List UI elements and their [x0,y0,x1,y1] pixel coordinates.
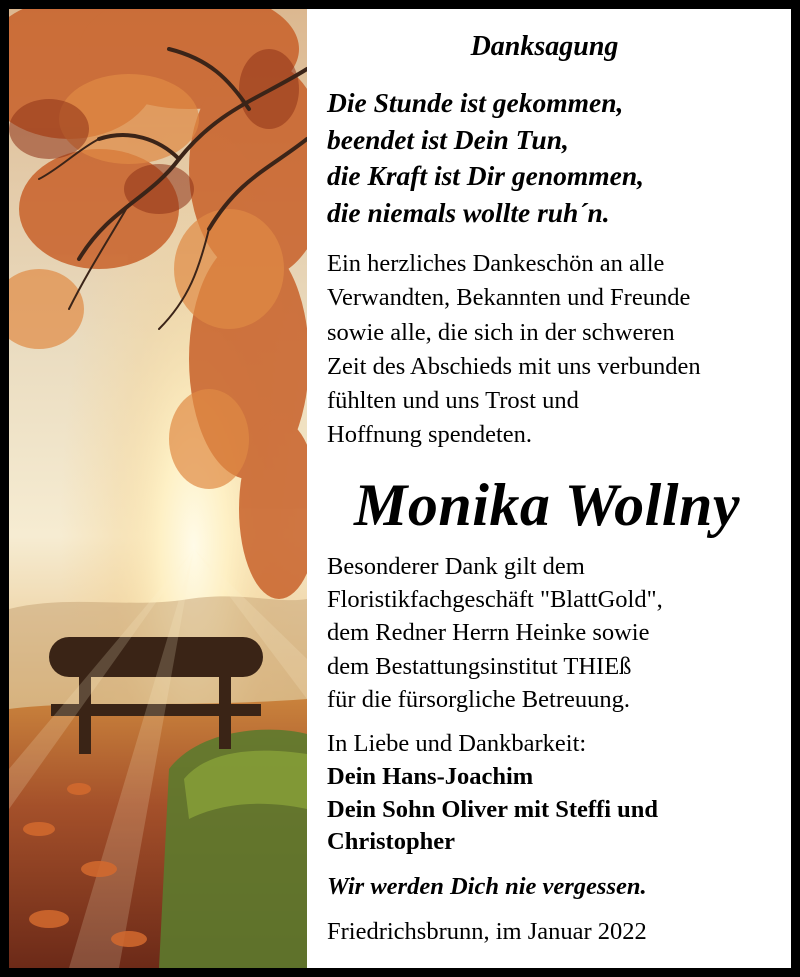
special-thanks-line: dem Redner Herrn Heinke sowie [327,619,650,647]
thanks-line: Verwandten, Bekannten und Freunde [327,284,691,312]
thanks-line: sowie alle, die sich in der schweren [327,318,675,346]
thanks-line: fühlten und uns Trost und [327,387,579,415]
thanks-paragraph [327,247,782,453]
signature-name: Dein Sohn Oliver mit Steffi und [327,795,659,823]
thanks-line: Zeit des Abschieds mit uns verbunden [327,352,701,380]
deceased-name: Monika Wollny [353,472,741,538]
thanks-line: Ein herzliches Dankeschön an alle [327,250,665,277]
signature-name: Christopher [327,828,455,856]
signature-intro: In Liebe und Dankbarkeit: [327,730,587,757]
poem [327,85,777,231]
thanks-line: Hoffnung spendeten. [327,421,533,449]
heading: Danksagung [470,31,619,62]
closing-line: Wir werden Dich nie vergessen. [327,873,647,900]
signature-block [327,728,782,859]
signature-name: Dein Hans-Joachim [327,762,534,790]
notice-text [327,9,782,968]
poem-line: beendet ist Dein Tun, [327,123,569,155]
special-thanks-paragraph [327,550,782,716]
special-thanks-line: Floristikfachgeschäft "BlattGold", [327,586,663,614]
special-thanks-line: Besonderer Dank gilt dem [327,553,585,580]
poem-line: Die Stunde ist gekommen, [327,87,624,118]
autumn-bench-photo [9,9,307,968]
poem-line: die Kraft ist Dir genommen, [327,160,645,191]
special-thanks-line: dem Bestattungsinstitut THIEß [327,652,632,680]
special-thanks-line: für die fürsorgliche Betreuung. [327,685,630,713]
poem-line: die niemals wollte ruh´n. [327,196,610,228]
place-date: Friedrichsbrunn, im Januar 2022 [327,918,647,945]
notice-frame [9,9,791,968]
